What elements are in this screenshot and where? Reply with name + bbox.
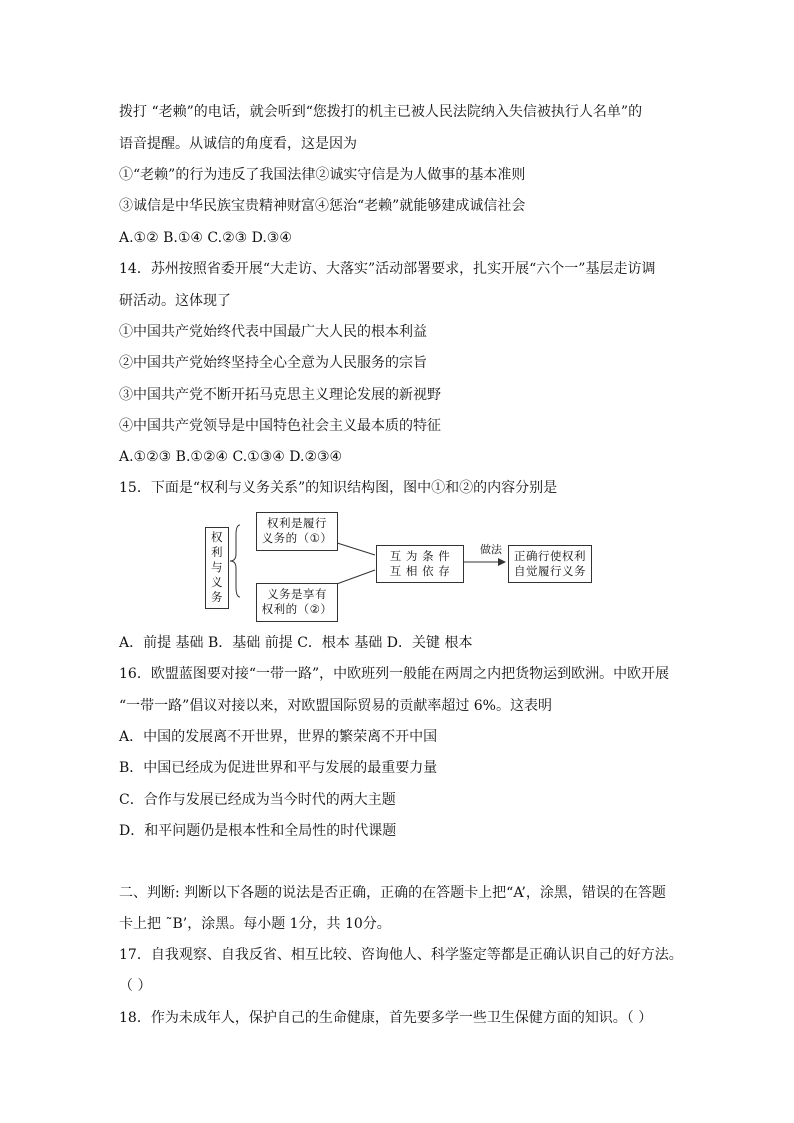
- q17-answer-blank: （ ）: [119, 978, 152, 994]
- q13-statements-3-4: ③诚信是中华民族宝贵精神财富④惩治“老赖”就能够建成诚信社会: [119, 198, 526, 214]
- section2-instruction-line1: 二、判断: 判断以下各题的说法是否正确，正确的在答题卡上把“A’，涂黑，错误的在答题: [119, 885, 666, 901]
- arrow-label: 做法: [480, 543, 502, 556]
- q16-stem-line1: 16．欧盟蓝图要对接“一带一路”，中欧班列一般能在两周之内把货物运到欧洲。中欧开展: [119, 666, 670, 682]
- box-mutual-line2: 互 相 依 存: [389, 564, 451, 578]
- root-char-5: 务: [211, 590, 223, 604]
- q14-stem-line1: 14．苏州按照省委开展“大走访、大落实”活动部署要求，扎实开展“六个一”基层走访调: [119, 261, 656, 277]
- q16-option-d: D．和平问题仍是根本性和全局性的时代课题: [119, 823, 397, 839]
- root-char-1: 权: [211, 530, 223, 544]
- box-mutual-line1: 互 为 条 件: [389, 549, 451, 563]
- diagram-box-mutual: [376, 545, 464, 583]
- q14-statement-2: ②中国共产党始终坚持全心全意为人民服务的宗旨: [119, 355, 427, 371]
- root-char-4: 义: [211, 575, 223, 589]
- q14-stem-line2: 研活动。这体现了: [119, 293, 231, 309]
- box-rights-line2: 义务的（①）: [261, 531, 333, 545]
- box-practice-line1: 正确行使权利: [514, 549, 586, 563]
- diagram-box-rights: [256, 512, 338, 551]
- q16-option-b: B．中国已经成为促进世界和平与发展的最重要力量: [119, 760, 438, 776]
- brace-icon: [230, 525, 240, 597]
- box-duties-line1: 义务是享有: [267, 587, 327, 601]
- q14-options: A.①②③ B.①②④ C.①③④ D.②③④: [119, 449, 343, 465]
- q18-stem: 18．作为未成年人，保护自己的生命健康，首先要多学一些卫生保健方面的知识。（ ）: [119, 1010, 653, 1026]
- q16-stem-line2: “一带一路”倡议对接以来，对欧盟国际贸易的贡献率超过 6%。这表明: [119, 698, 552, 714]
- diagram-root-box: [205, 527, 229, 609]
- q13-stem-line1: 拨打 “老赖”的电话，就会听到“您拨打的机主已被人民法院纳入失信被执行人名单”的: [119, 104, 643, 120]
- root-char-2: 利: [211, 545, 223, 559]
- box-rights-line1: 权利是履行: [267, 516, 327, 530]
- q13-stem-line2: 语音提醒。从诚信的角度看，这是因为: [119, 136, 357, 152]
- box-practice-line2: 自觉履行义务: [514, 564, 586, 578]
- arrow-head-icon: [498, 558, 506, 566]
- section2-instruction-line2: 卡上把 ˜B’，涂黑。每小题 1分，共 10分。: [119, 916, 391, 932]
- q13-options: A.①② B.①④ C.②③ D.③④: [119, 230, 292, 246]
- diagram-box-duties: [256, 583, 338, 622]
- q15-stem: 15．下面是“权利与义务关系”的知识结构图，图中①和②的内容分别是: [119, 480, 558, 496]
- box-duties-line2: 权利的（②）: [261, 602, 333, 616]
- rights-duties-diagram: [200, 505, 600, 623]
- q14-statement-1: ①中国共产党始终代表中国最广大人民的根本利益: [119, 324, 427, 340]
- root-char-3: 与: [211, 560, 223, 574]
- q13-statements-1-2: ①“老赖”的行为违反了我国法律②诚实守信是为人做事的基本准则: [119, 167, 526, 183]
- diagram-box-practice: [508, 545, 592, 583]
- q16-option-c: C．合作与发展已经成为当今时代的两大主题: [119, 792, 396, 808]
- q14-statement-3: ③中国共产党不断开拓马克思主义理论发展的新视野: [119, 387, 441, 403]
- q16-option-a: A．中国的发展离不开世界，世界的繁荣离不开中国: [119, 729, 438, 745]
- q17-stem: 17．自我观察、自我反省、相互比较、咨询他人、科学鉴定等都是正确认识自己的好方法。: [119, 947, 683, 963]
- q14-statement-4: ④中国共产党领导是中国特色社会主义最本质的特征: [119, 418, 441, 434]
- q15-options: A．前提 基础 B．基础 前提 C．根本 基础 D．关键 根本: [119, 635, 473, 651]
